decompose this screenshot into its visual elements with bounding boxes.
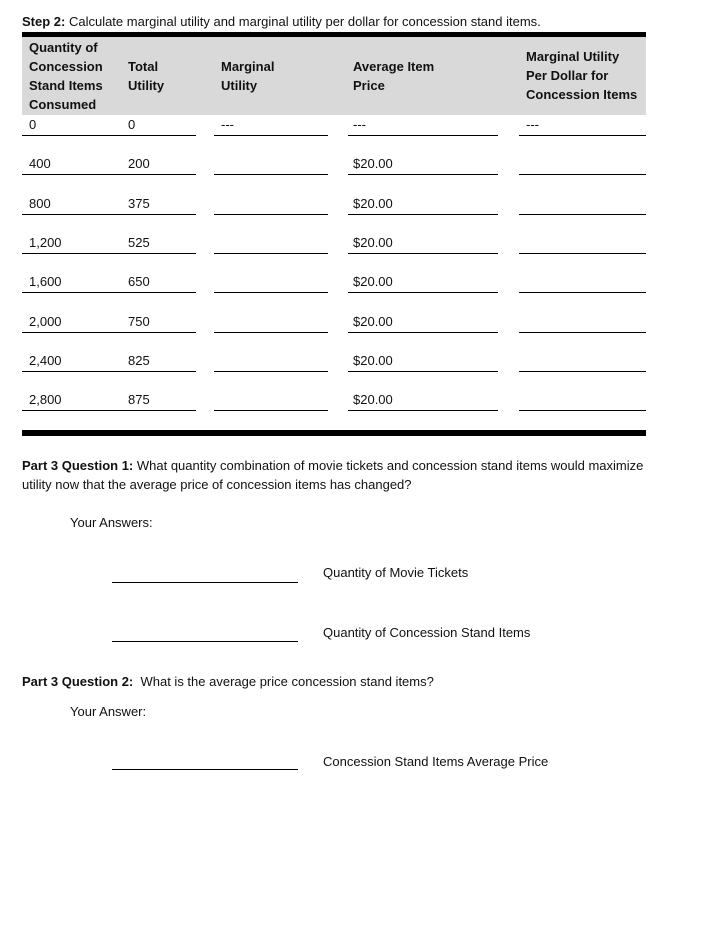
cell-mu-per-dollar-underline[interactable]	[519, 214, 646, 215]
cell-total-utility: 650	[128, 274, 150, 290]
cell-marginal-utility-underline[interactable]	[214, 135, 328, 136]
movie-tickets-answer-line[interactable]	[112, 582, 298, 583]
cell-marginal-utility-underline[interactable]	[214, 214, 328, 215]
cell-average-price-underline	[348, 332, 498, 333]
header-mu-per-dollar-line: Per Dollar for	[526, 68, 609, 83]
table-bottom-border	[22, 430, 646, 436]
header-average-price-line: Price	[353, 78, 385, 93]
header-total-utility-line: Total	[128, 59, 159, 74]
cell-mu-per-dollar: ---	[526, 117, 539, 132]
header-quantity-line: Stand Items	[29, 78, 103, 93]
concession-items-label: Quantity of Concession Stand Items	[323, 625, 531, 640]
step-2-prefix: Step 2:	[22, 14, 66, 29]
your-answer-label: Your Answer:	[70, 704, 147, 719]
cell-quantity-underline	[22, 135, 196, 136]
cell-total-utility: 750	[128, 313, 150, 329]
cell-average-price: $20.00	[353, 195, 393, 211]
cell-quantity: 2,000	[29, 313, 62, 329]
cell-mu-per-dollar-underline[interactable]	[519, 410, 646, 411]
cell-total-utility: 0	[128, 117, 136, 132]
cell-quantity: 400	[29, 156, 51, 172]
cell-quantity: 0	[29, 117, 37, 132]
cell-average-price-underline	[348, 214, 498, 215]
cell-average-price-underline	[348, 253, 498, 254]
step-2-text: Calculate marginal utility and marginal utility per dollar for concession stand items.	[65, 14, 541, 29]
concession-items-answer-line[interactable]	[112, 641, 298, 642]
question-1-text: What quantity combination of movie tickets and concession stand items would maximize utility now that the average price of concession items has changed?	[22, 458, 644, 492]
header-quantity	[29, 38, 103, 114]
cell-mu-per-dollar-underline[interactable]	[519, 332, 646, 333]
cell-marginal-utility-underline[interactable]	[214, 332, 328, 333]
cell-total-utility: 375	[128, 195, 150, 211]
average-price-answer-line[interactable]	[112, 769, 298, 770]
cell-total-utility: 525	[128, 234, 150, 250]
cell-quantity-underline	[22, 410, 196, 411]
question-2	[22, 672, 662, 691]
cell-quantity: 1,200	[29, 234, 62, 250]
cell-quantity-underline	[22, 332, 196, 333]
cell-marginal-utility-underline[interactable]	[214, 253, 328, 254]
cell-marginal-utility-underline[interactable]	[214, 292, 328, 293]
header-quantity-line: Consumed	[29, 97, 97, 112]
cell-average-price: $20.00	[353, 274, 393, 290]
cell-quantity: 2,800	[29, 392, 62, 408]
cell-marginal-utility-underline[interactable]	[214, 174, 328, 175]
header-quantity-line: Concession	[29, 59, 103, 74]
question-1-prefix: Part 3 Question 1:	[22, 458, 134, 473]
question-1	[22, 456, 662, 494]
header-mu-per-dollar	[526, 47, 637, 104]
header-average-price	[353, 57, 434, 95]
cell-mu-per-dollar-underline[interactable]	[519, 253, 646, 254]
cell-quantity-underline	[22, 253, 196, 254]
cell-quantity: 800	[29, 195, 51, 211]
cell-mu-per-dollar-underline[interactable]	[519, 371, 646, 372]
question-2-text: What is the average price concession stand items?	[133, 674, 434, 689]
cell-quantity-underline	[22, 371, 196, 372]
step-2-instruction	[22, 14, 541, 29]
header-marginal-utility-line: Utility	[221, 78, 258, 93]
header-mu-per-dollar-line: Concession Items	[526, 87, 638, 102]
cell-marginal-utility-underline[interactable]	[214, 410, 328, 411]
cell-mu-per-dollar-underline[interactable]	[519, 174, 646, 175]
cell-quantity-underline	[22, 214, 196, 215]
cell-quantity-underline	[22, 174, 196, 175]
cell-total-utility: 875	[128, 392, 150, 408]
cell-marginal-utility-underline[interactable]	[214, 371, 328, 372]
question-2-prefix: Part 3 Question 2:	[22, 674, 134, 689]
cell-quantity: 2,400	[29, 352, 62, 368]
cell-total-utility: 200	[128, 156, 150, 172]
cell-marginal-utility: ---	[221, 117, 234, 132]
cell-average-price: $20.00	[353, 313, 393, 329]
your-answers-label: Your Answers:	[70, 515, 153, 530]
header-average-price-line: Average Item	[353, 59, 435, 74]
cell-average-price: ---	[353, 117, 366, 132]
cell-total-utility: 825	[128, 352, 150, 368]
header-total-utility	[128, 57, 164, 95]
cell-average-price-underline	[348, 292, 498, 293]
cell-average-price-underline	[348, 174, 498, 175]
cell-quantity-underline	[22, 292, 196, 293]
movie-tickets-label: Quantity of Movie Tickets	[323, 565, 469, 580]
cell-average-price: $20.00	[353, 352, 393, 368]
cell-average-price-underline	[348, 410, 498, 411]
cell-mu-per-dollar-underline[interactable]	[519, 292, 646, 293]
header-quantity-line: Quantity of	[29, 40, 98, 55]
cell-mu-per-dollar-underline[interactable]	[519, 135, 646, 136]
cell-average-price: $20.00	[353, 156, 393, 172]
average-price-label: Concession Stand Items Average Price	[323, 754, 549, 769]
header-marginal-utility-line: Marginal	[221, 59, 275, 74]
cell-average-price-underline	[348, 135, 498, 136]
cell-quantity: 1,600	[29, 274, 62, 290]
header-marginal-utility	[221, 57, 274, 95]
header-total-utility-line: Utility	[128, 78, 165, 93]
cell-average-price-underline	[348, 371, 498, 372]
header-mu-per-dollar-line: Marginal Utility	[526, 49, 620, 64]
cell-average-price: $20.00	[353, 234, 393, 250]
cell-average-price: $20.00	[353, 392, 393, 408]
